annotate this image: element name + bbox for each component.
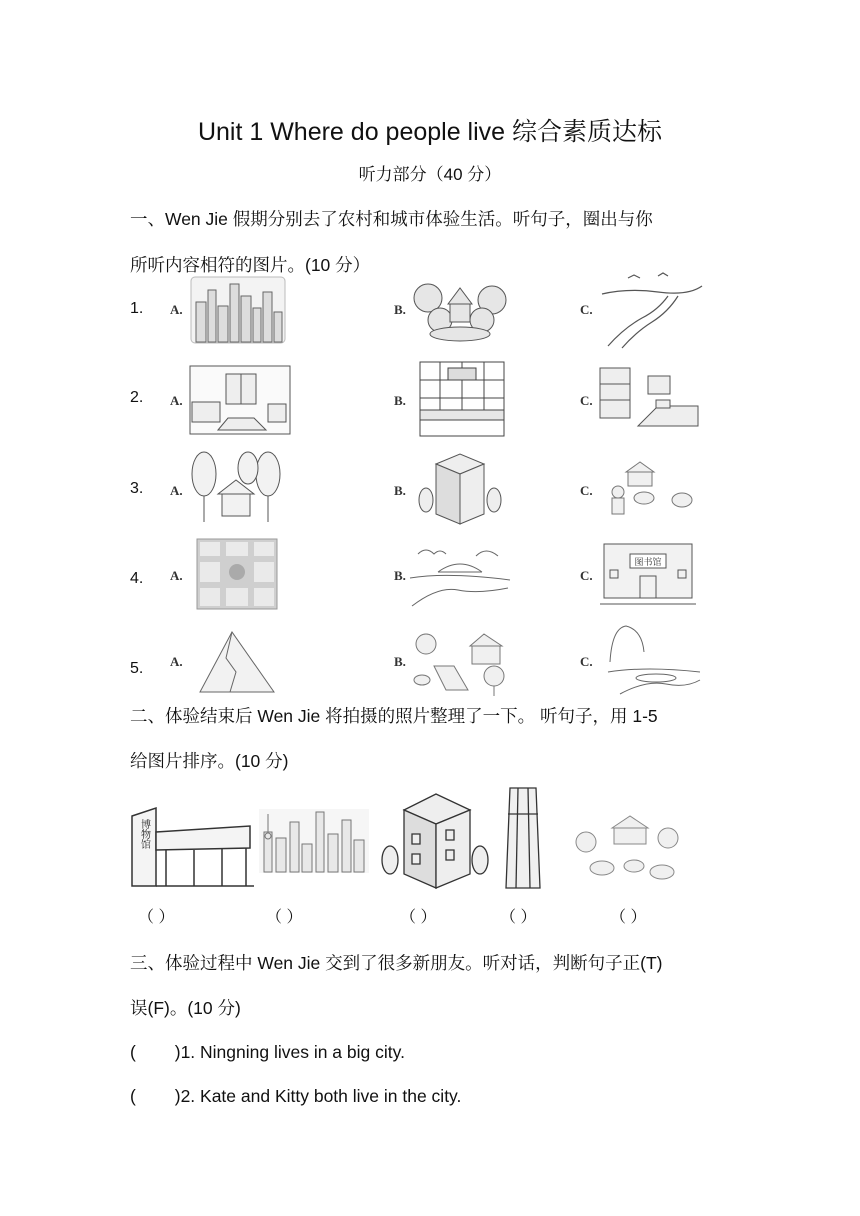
option-label: B. [394, 302, 406, 317]
museum-sign: 博物馆 [138, 819, 150, 849]
statement-text: 2. Kate and Kitty both live in the city. [180, 1086, 462, 1106]
section-subtitle: 听力部分（40 分） [358, 165, 502, 184]
farm-animals-icon[interactable] [572, 812, 684, 888]
order-blank[interactable]: （ ） [500, 909, 537, 926]
question-number: 2. [130, 389, 144, 406]
section2-instruction-line1: 二、体验结束后 Wen Jie 将拍摄的照片整理了一下。 听句子，用 1-5 [130, 706, 658, 726]
option-label: A. [170, 302, 183, 317]
bedroom-icon[interactable] [598, 366, 704, 436]
bridge-park-icon[interactable] [408, 542, 512, 610]
mountain-icon[interactable] [196, 628, 278, 694]
city-skyline-icon[interactable] [190, 276, 286, 344]
question-number: 3. [130, 480, 144, 497]
section3-instruction-line2: 误(F)。(10 分) [130, 998, 241, 1018]
skyline-icon[interactable] [258, 808, 370, 874]
lake-icon[interactable] [606, 622, 702, 696]
order-blank[interactable]: （ ） [138, 909, 175, 926]
cabin-in-forest-icon[interactable] [188, 448, 286, 526]
river-landscape-icon[interactable] [598, 270, 704, 350]
option-label: B. [394, 568, 406, 583]
tower-icon[interactable] [500, 784, 546, 890]
order-blank[interactable]: （ ） [610, 909, 647, 926]
section1-instruction-line2: 所听内容相符的图片。(10 分） [130, 255, 371, 275]
option-label: B. [394, 654, 406, 669]
farm-icon[interactable] [596, 458, 702, 520]
farmyard-icon[interactable] [410, 626, 514, 698]
order-blank[interactable]: （ ） [266, 909, 303, 926]
kitchen-icon[interactable] [418, 360, 506, 438]
option-label: B. [394, 393, 406, 408]
living-room-icon[interactable] [188, 364, 292, 436]
true-false-item [130, 1086, 461, 1107]
option-label: A. [170, 483, 183, 498]
option-label: C. [580, 654, 593, 669]
building-icon[interactable] [380, 790, 490, 892]
option-label: B. [394, 483, 406, 498]
question-number: 5. [130, 660, 144, 677]
option-label: A. [170, 393, 183, 408]
city-map-icon[interactable] [196, 538, 278, 610]
option-label: A. [170, 568, 183, 583]
question-number: 1. [130, 300, 144, 317]
section3-instruction-line1: 三、体验过程中 Wen Jie 交到了很多新朋友。听对话，判断句子正(T) [130, 953, 663, 973]
section1-instruction-line1: 一、Wen Jie 假期分别去了农村和城市体验生活。听句子，圈出与你 [130, 209, 653, 229]
page-title: Unit 1 Where do people live 综合素质达标 [197, 118, 663, 146]
statement-text: 1. Ningning lives in a big city. [180, 1042, 405, 1062]
order-blank[interactable]: （ ） [400, 909, 437, 926]
answer-blank[interactable]: ( ) [130, 1042, 181, 1062]
question-number: 4. [130, 570, 144, 587]
section2-instruction-line2: 给图片排序。(10 分) [130, 751, 289, 771]
option-label: A. [170, 654, 183, 669]
library-building-icon[interactable] [600, 540, 696, 608]
museum-icon[interactable] [130, 806, 256, 888]
option-label: C. [580, 483, 593, 498]
answer-blank[interactable]: ( ) [130, 1086, 181, 1106]
library-sign: 图书馆 [634, 558, 662, 568]
option-label: C. [580, 302, 593, 317]
true-false-item [130, 1042, 405, 1063]
option-label: C. [580, 393, 593, 408]
village-houses-icon[interactable] [408, 276, 512, 344]
building-icon[interactable] [416, 448, 504, 528]
option-label: C. [580, 568, 593, 583]
